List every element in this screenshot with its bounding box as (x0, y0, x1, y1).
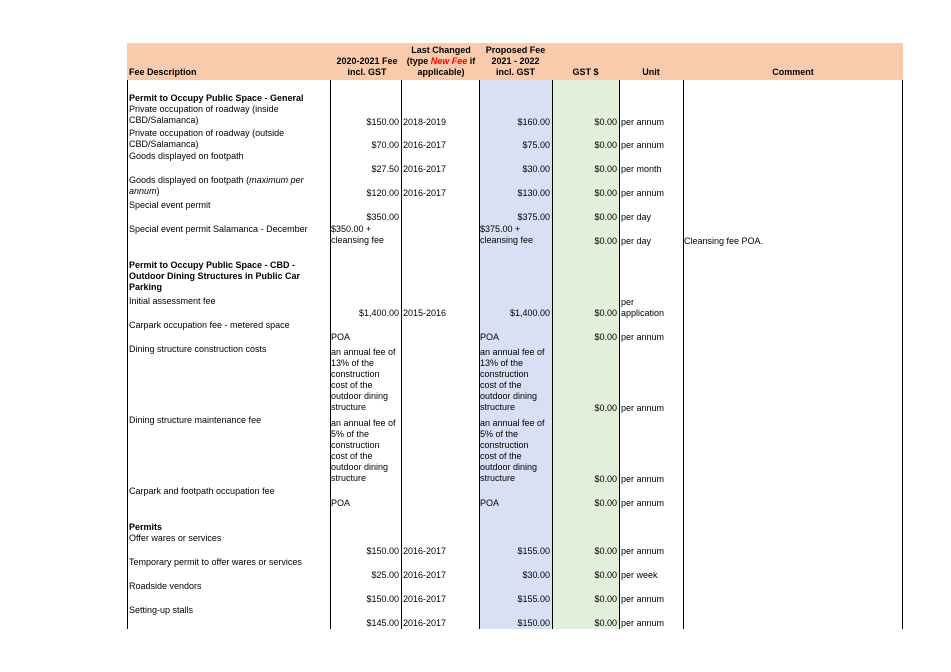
row-last-changed: 2016-2017 (403, 140, 447, 150)
row-proposed-fee: $30.00 (522, 164, 550, 174)
row-gst: $0.00 (594, 498, 617, 508)
row-unit: per month (621, 164, 662, 174)
section-title: Permits (129, 522, 163, 532)
row-gst: $0.00 (594, 403, 617, 413)
row-current-fee: $27.50 (371, 164, 399, 174)
row-gst: $0.00 (594, 212, 617, 222)
row-unit: per annum (621, 332, 665, 342)
section-title: Permit to Occupy Public Space - CBD - (129, 260, 296, 270)
row-gst: $0.00 (594, 308, 617, 318)
row-proposed-fee: an annual fee of 13% of the construction cost of the outdoor dining structure (480, 347, 545, 412)
row-description: Temporary permit to offer wares or services (129, 557, 302, 567)
row-gst: $0.00 (594, 474, 617, 484)
row-unit: per annum (621, 140, 665, 150)
row-proposed-fee: $150.00 (517, 618, 550, 628)
header-gst: GST $ (572, 67, 599, 77)
row-proposed-fee: $75.00 (522, 140, 550, 150)
row-proposed-fee: $375.00 (517, 212, 550, 222)
row-proposed-fee: $155.00 (517, 594, 550, 604)
grid-line (552, 80, 553, 629)
row-unit: per week (621, 570, 658, 580)
row-description: Goods displayed on footpath (129, 151, 244, 161)
header-current-fee: 2020-2021 Fee incl. GST (336, 56, 398, 77)
section-title: Outdoor Dining Structures in Public Car (129, 271, 301, 281)
row-unit: per annum (621, 618, 665, 628)
row-unit: per annum (621, 117, 665, 127)
row-proposed-fee: $155.00 (517, 546, 550, 556)
row-current-fee: $350.00 + (331, 224, 372, 234)
grid-line (127, 80, 128, 629)
row-description: Carpark and footpath occupation fee (129, 486, 275, 496)
row-current-fee: $350.00 (366, 212, 399, 222)
row-unit: per annum (621, 474, 665, 484)
row-last-changed: 2016-2017 (403, 570, 447, 580)
row-proposed-fee: $30.00 (522, 570, 550, 580)
row-gst: $0.00 (594, 140, 617, 150)
row-current-fee: cleansing fee (331, 235, 385, 245)
row-unit: per annum (621, 546, 665, 556)
grid-line (902, 80, 903, 629)
row-description: Private occupation of roadway (outside (129, 128, 285, 138)
row-unit: per day (621, 236, 652, 246)
row-last-changed: 2016-2017 (403, 188, 447, 198)
row-unit: per (621, 297, 635, 307)
header-proposed-fee: Proposed Fee 2021 - 2022 incl. GST (485, 45, 546, 77)
row-description: Special event permit (129, 200, 211, 210)
row-proposed-fee: $130.00 (517, 188, 550, 198)
header-fee-description: Fee Description (129, 67, 197, 77)
row-description: Carpark occupation fee - metered space (129, 320, 290, 330)
grid-line (619, 80, 620, 629)
header-unit: Unit (642, 67, 660, 77)
row-unit: per annum (621, 403, 665, 413)
row-gst: $0.00 (594, 594, 617, 604)
row-last-changed: 2015-2016 (403, 308, 447, 318)
row-description: Goods displayed on footpath (maximum per (129, 175, 304, 185)
row-unit: application (621, 308, 665, 318)
row-current-fee: POA (331, 498, 351, 508)
row-current-fee: POA (331, 332, 351, 342)
row-unit: per annum (621, 594, 665, 604)
row-description: Dining structure maintenance fee (129, 415, 262, 425)
row-gst: $0.00 (594, 570, 617, 580)
row-description: CBD/Salamanca) (129, 139, 199, 149)
row-description: Roadside vendors (129, 581, 202, 591)
row-current-fee: $150.00 (366, 117, 399, 127)
row-unit: per annum (621, 188, 665, 198)
grid-line (401, 80, 402, 629)
row-proposed-fee: $160.00 (517, 117, 550, 127)
grid-line (683, 80, 684, 629)
row-description: Dining structure construction costs (129, 344, 267, 354)
row-gst: $0.00 (594, 332, 617, 342)
row-description: Initial assessment fee (129, 296, 216, 306)
row-current-fee: $150.00 (366, 594, 399, 604)
row-comment: Cleansing fee POA. (684, 236, 764, 246)
row-current-fee: an annual fee of 5% of the construction cost of the outdoor dining structure (331, 418, 396, 483)
row-current-fee: $25.00 (371, 570, 399, 580)
row-current-fee: $1,400.00 (358, 308, 399, 318)
row-gst: $0.00 (594, 117, 617, 127)
section-title: Parking (129, 282, 163, 292)
row-gst: $0.00 (594, 164, 617, 174)
row-description: Private occupation of roadway (inside (129, 104, 279, 114)
row-current-fee: $145.00 (366, 618, 399, 628)
row-description: annum) (129, 186, 160, 196)
table-header (127, 43, 903, 80)
row-proposed-fee: $375.00 + (480, 224, 521, 234)
new-fee-hint: New Fee (430, 56, 468, 66)
row-description: Setting-up stalls (129, 605, 194, 615)
row-unit: per annum (621, 498, 665, 508)
row-current-fee: an annual fee of 13% of the construction cost of the outdoor dining structure (331, 347, 396, 412)
row-current-fee: $70.00 (371, 140, 399, 150)
fee-schedule-sheet (127, 43, 903, 629)
row-description: Offer wares or services (129, 533, 222, 543)
section-title: Permit to Occupy Public Space - General (129, 93, 304, 103)
row-description: CBD/Salamanca) (129, 115, 199, 125)
row-current-fee: $120.00 (366, 188, 399, 198)
row-gst: $0.00 (594, 546, 617, 556)
row-proposed-fee: cleansing fee (480, 235, 534, 245)
row-last-changed: 2016-2017 (403, 618, 447, 628)
row-last-changed: 2018-2019 (403, 117, 447, 127)
row-proposed-fee: $1,400.00 (509, 308, 550, 318)
row-gst: $0.00 (594, 618, 617, 628)
row-last-changed: 2016-2017 (403, 594, 447, 604)
row-proposed-fee: an annual fee of 5% of the construction cost of the outdoor dining structure (480, 418, 545, 483)
row-description: Special event permit Salamanca - December (129, 224, 308, 234)
row-proposed-fee: POA (480, 498, 500, 508)
header-comment: Comment (772, 67, 814, 77)
row-current-fee: $150.00 (366, 546, 399, 556)
row-gst: $0.00 (594, 188, 617, 198)
header-last-changed: Last Changed (type New Fee if applicable) (406, 45, 476, 77)
row-last-changed: 2016-2017 (403, 546, 447, 556)
row-unit: per day (621, 212, 652, 222)
row-last-changed: 2016-2017 (403, 164, 447, 174)
row-gst: $0.00 (594, 236, 617, 246)
row-proposed-fee: POA (480, 332, 500, 342)
